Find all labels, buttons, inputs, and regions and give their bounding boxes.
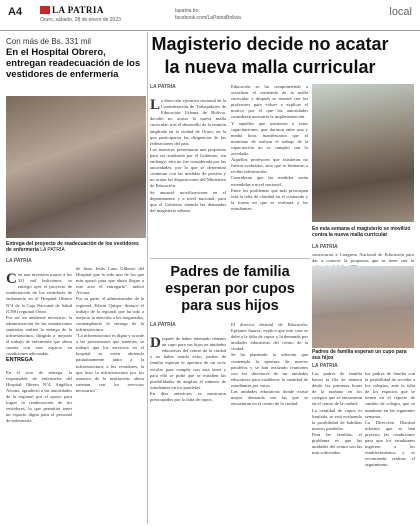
page-number: A4 xyxy=(8,6,23,18)
left-caption-credit: LA PATRIA xyxy=(40,247,65,253)
secondary-caption-text: Padres de familia esperan un cupo para sus hijos xyxy=(312,349,407,361)
left-headline: En el Hospital Obrero, entregan readecuación de los vestidores de enfermería xyxy=(6,47,141,80)
parents-queue-photo xyxy=(312,266,414,348)
website[interactable]: lapatria.bo xyxy=(175,8,199,14)
left-subhead: ENTREGA xyxy=(6,357,33,364)
main-headline: Magisterio decide no acatar la nueva malla curricular xyxy=(151,34,389,77)
main-caption-text: En esta semana el magisterio se movilizó contra la nueva malla curricular xyxy=(312,226,411,238)
newspaper-logo: LA PATRIA xyxy=(40,5,104,15)
secondary-headline: Padres de familia esperan por cupos para sus hijos xyxy=(165,264,295,314)
secondary-photo-caption xyxy=(312,349,414,361)
secondary-col1-text: espués de haber intentado obtener un cupo para sus hijos en unidades educativas del centro de la ciudad y no haber tenido éxito, padres de familia esperan la apertura de un ciclo escolar para cumplir con esta tarea y para ello se pidió que se estudien las posibilidades de ampliar el número de estudiantes en los paralelos. En días anteriores se mostraron preocupados por la falta de cupos. xyxy=(150,336,226,403)
secondary-byline: LA PATRIA xyxy=(150,322,176,328)
left-story-header xyxy=(6,37,144,80)
left-byline: LA PATRIA xyxy=(6,258,32,264)
main-story-col2: Educación se ha comprometido a socializar el contenido de la malla curricular y después se reunirá con los profesores para volver a explicar el motivo por el que las autoridades consideran necesaria la implementación. Y aquellos que asistieron a estos capacitaciones, que duraron entre una y media hora, manifestaron que al momento de realizar el trabajo de la capacitación no se cumplió con lo acordado. Aquellos profesores que asistieron no fueron evaluados, sino que se limitaron a recibir información. Consideran que las medidas serán extendidas a nivel nacional. Entre los problemas que más preocupan está la falta de claridad en el contenido y la forma en que se evaluará a los estudiantes. xyxy=(231,84,308,211)
hospital-photo xyxy=(6,96,146,238)
teachers-march-photo xyxy=(312,84,414,222)
left-caption-text: Entrega del proyecto de readecuación de los vestidores de enfermería xyxy=(6,241,139,253)
secondary-dropcap: D xyxy=(150,335,161,352)
main-photo-credit: LA PATRIA xyxy=(312,244,338,250)
page-header xyxy=(0,0,420,31)
section-label: local xyxy=(389,6,412,18)
left-kicker: Con más de Bs. 331 mil xyxy=(6,37,91,46)
left-col1-text: on una inversión mayor a los 331 mil bolivianos, se entregó ayer el proyecto de readecuación de los vestidores de enfermería en el Hospital Obrero N°4 de la Caja Nacional de Salud (CNS) regional Oruro. Por ser un ambiente necesario, la administración de las instalaciones sanitarias realizó la entrega de la infraestructura, dirigida a mejorar el trabajo de enfermería que ahora cuenta con este espacio en condiciones adecuadas. xyxy=(6,272,72,357)
left-story-col2: de Justo Jesús Cano Gilberto del Hospital que lo sido uno de los que más apoyó para que ahora llegue a este acto el entregarlo", indicó Alconz. Por su parte, el administrador de la regional, Edwin Quispe, destacó el trabajo de la regional que ha sido a mejorar la atención a los asegurados, contemplando la entrega de la infraestructura. "La infraestructura es digna y acorde a las pretensiones que tenemos, se trabajó que los servicios en el hospital se estén abriendo paulatinamente junto a la infraestructura, a los vestidores, la que hizo la infraestructura por los usuarios de la institución, ahora cuentan con los servicios necesarios". xyxy=(76,266,144,393)
issue-date: Oruro, sábado, 28 de enero de 2023 xyxy=(40,17,121,23)
main-photo-caption xyxy=(312,226,414,238)
left-col1b-text: En el acto de entrega, la responsable de enfermería del Hospital Obrero N°4, Angélica Alconz, agradeció a las autoridades de la regional por el apoyo para lograr la readecuación de los vestidores, lo que permitirá tener un espacio digno para el personal de enfermería. xyxy=(6,369,72,424)
main-dropcap: L xyxy=(150,97,161,114)
secondary-col1 xyxy=(150,330,226,403)
left-photo-caption xyxy=(6,241,146,253)
left-dropcap: C xyxy=(6,271,17,288)
secondary-col2: El director distrital de Educación, Epifanio Suarez, explicó que este caso se debe a la falta de cupos y la demanda por unidades educativas del centro de la ciudad. Se ha planteado la solución que contempla la apertura de nuevos paralelos y se han realizado reuniones con los directores de las unidades educativas para establecer la cantidad de estudiantes por curso. Las unidades educativas donde existe mayor demanda son las que se encuentran en el centro de la ciudad. xyxy=(231,322,308,407)
main-byline: LA PATRIA xyxy=(150,84,176,90)
main-story-col1 xyxy=(150,92,226,214)
left-story-col1 xyxy=(6,266,72,424)
web-links xyxy=(175,8,241,22)
main-story-col3: convocaron a Congreso Nacional de Educación para dar a conocer la propuesta que se tiene con la xyxy=(312,252,414,264)
secondary-col4: los padres de familia con la posibilidad de acceder a los colegios, ante la falta de los espacios que se tienen en el reporte de cambio de colegio, que se mantiene en las siguientes semanas. La Dirección Distrital informó que se han previsto las condiciones para que los estudiantes ingresen a los establecimientos y se recomienda realizar el seguimiento. xyxy=(365,371,415,468)
main-col1-text: a dirección ejecutiva nacional de la Confederación de Trabajadores de Educación Urbana de Bolivia, decidió no acatar la nueva malla curricular, tras el desarrollo de la reunión ampliada en la ciudad de Oruro, en la que participaron las dirigencias de las federaciones del país. Los maestros presentaron una propuesta para ser analizada por el Gobierno, sin embargo, esta no fue considerada por las autoridades, por lo que se determinó continuar con las medidas de presión y no acatar las disposiciones del Ministerio de Educación. Se anunció movilizaciones en el departamento y a nivel nacional, para que el Gobierno atienda las demandas del magisterio urbano. xyxy=(150,98,226,213)
story-divider xyxy=(150,258,310,259)
secondary-col3: Los padres de familia hacen la fila de manera desde las primeras horas de la mañana en los colegios que se encuentran en el centro de la ciudad. La cantidad de cupos es limitada, se está evaluando la posibilidad de habilitar nuevos paralelos. Para las familias, el problema es que las unidades del centro son las más solicitadas. xyxy=(312,371,362,456)
facebook-link[interactable]: facebook.com/LaPatriaBolivia xyxy=(175,15,241,21)
secondary-photo-credit: LA PATRIA xyxy=(312,363,338,369)
column-divider xyxy=(147,32,148,524)
